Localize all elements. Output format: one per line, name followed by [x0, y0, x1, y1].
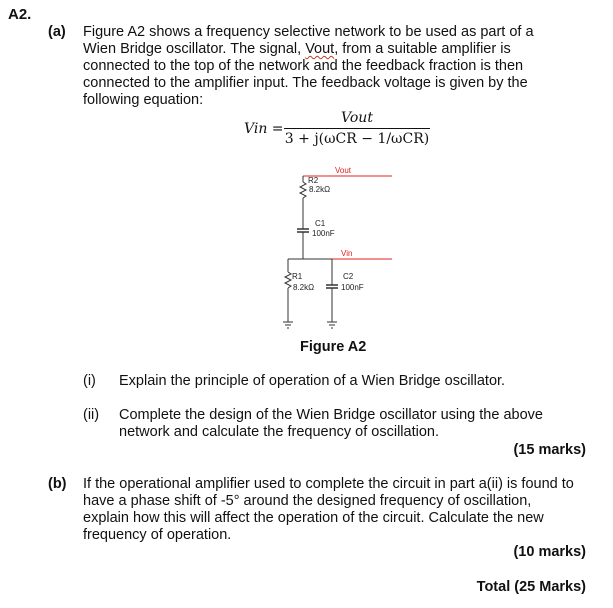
vin-label: Vin [341, 249, 353, 258]
r2-name: R2 [308, 176, 319, 185]
c1-value: 100nF [312, 229, 335, 238]
sub-ii-label: (ii) [83, 407, 100, 423]
sub-i-text: Explain the principle of operation of a Wien Bridge oscillator. [119, 373, 506, 389]
c1-name: C1 [315, 219, 326, 228]
r2-value: 8.2kΩ [309, 185, 331, 194]
part-b-marks: (10 marks) [513, 544, 586, 560]
equation-denominator: 3 + j(ωCR − 1/ωCR) [284, 131, 430, 147]
part-a-text-before: Figure A2 shows a frequency selective network to be used as part of a Wien Bridge oscillator. The signal, [83, 24, 534, 57]
part-a-text-after: , from a suitable amplifier is connected to the top of the network and the feedback fraction is then connected to the amplifier input. The feedback voltage is given by the following equation: [83, 41, 528, 108]
part-b-text: If the operational amplifier used to complete the circuit in part a(ii) is found to have a phase shift of -5° around the designed frequency of oscillation, explain how this will affect the operation of the circuit. Calculate the new frequency of operation. [83, 476, 574, 543]
sub-ii-text: Complete the design of the Wien Bridge oscillator using the above network and calculate the frequency of oscillation. [119, 407, 543, 440]
equation-lhs: Vin = [244, 121, 284, 137]
sub-i-label: (i) [83, 373, 96, 389]
part-a-label: (a) [48, 24, 66, 40]
r1-resistor-symbol [285, 272, 291, 288]
figure-caption: Figure A2 [300, 339, 367, 355]
question-number: A2. [8, 6, 32, 23]
part-a-marks: (15 marks) [513, 442, 586, 458]
vout-label: Vout [335, 166, 352, 175]
r1-name: R1 [292, 272, 303, 281]
c2-name: C2 [343, 272, 354, 281]
total-marks: Total (25 Marks) [476, 579, 586, 595]
r1-value: 8.2kΩ [293, 283, 315, 292]
vout-word: Vout [305, 41, 335, 57]
equation-numerator: Vout [341, 110, 373, 126]
part-b-label: (b) [48, 476, 67, 492]
c2-value: 100nF [341, 283, 364, 292]
r2-resistor-symbol [300, 182, 306, 198]
